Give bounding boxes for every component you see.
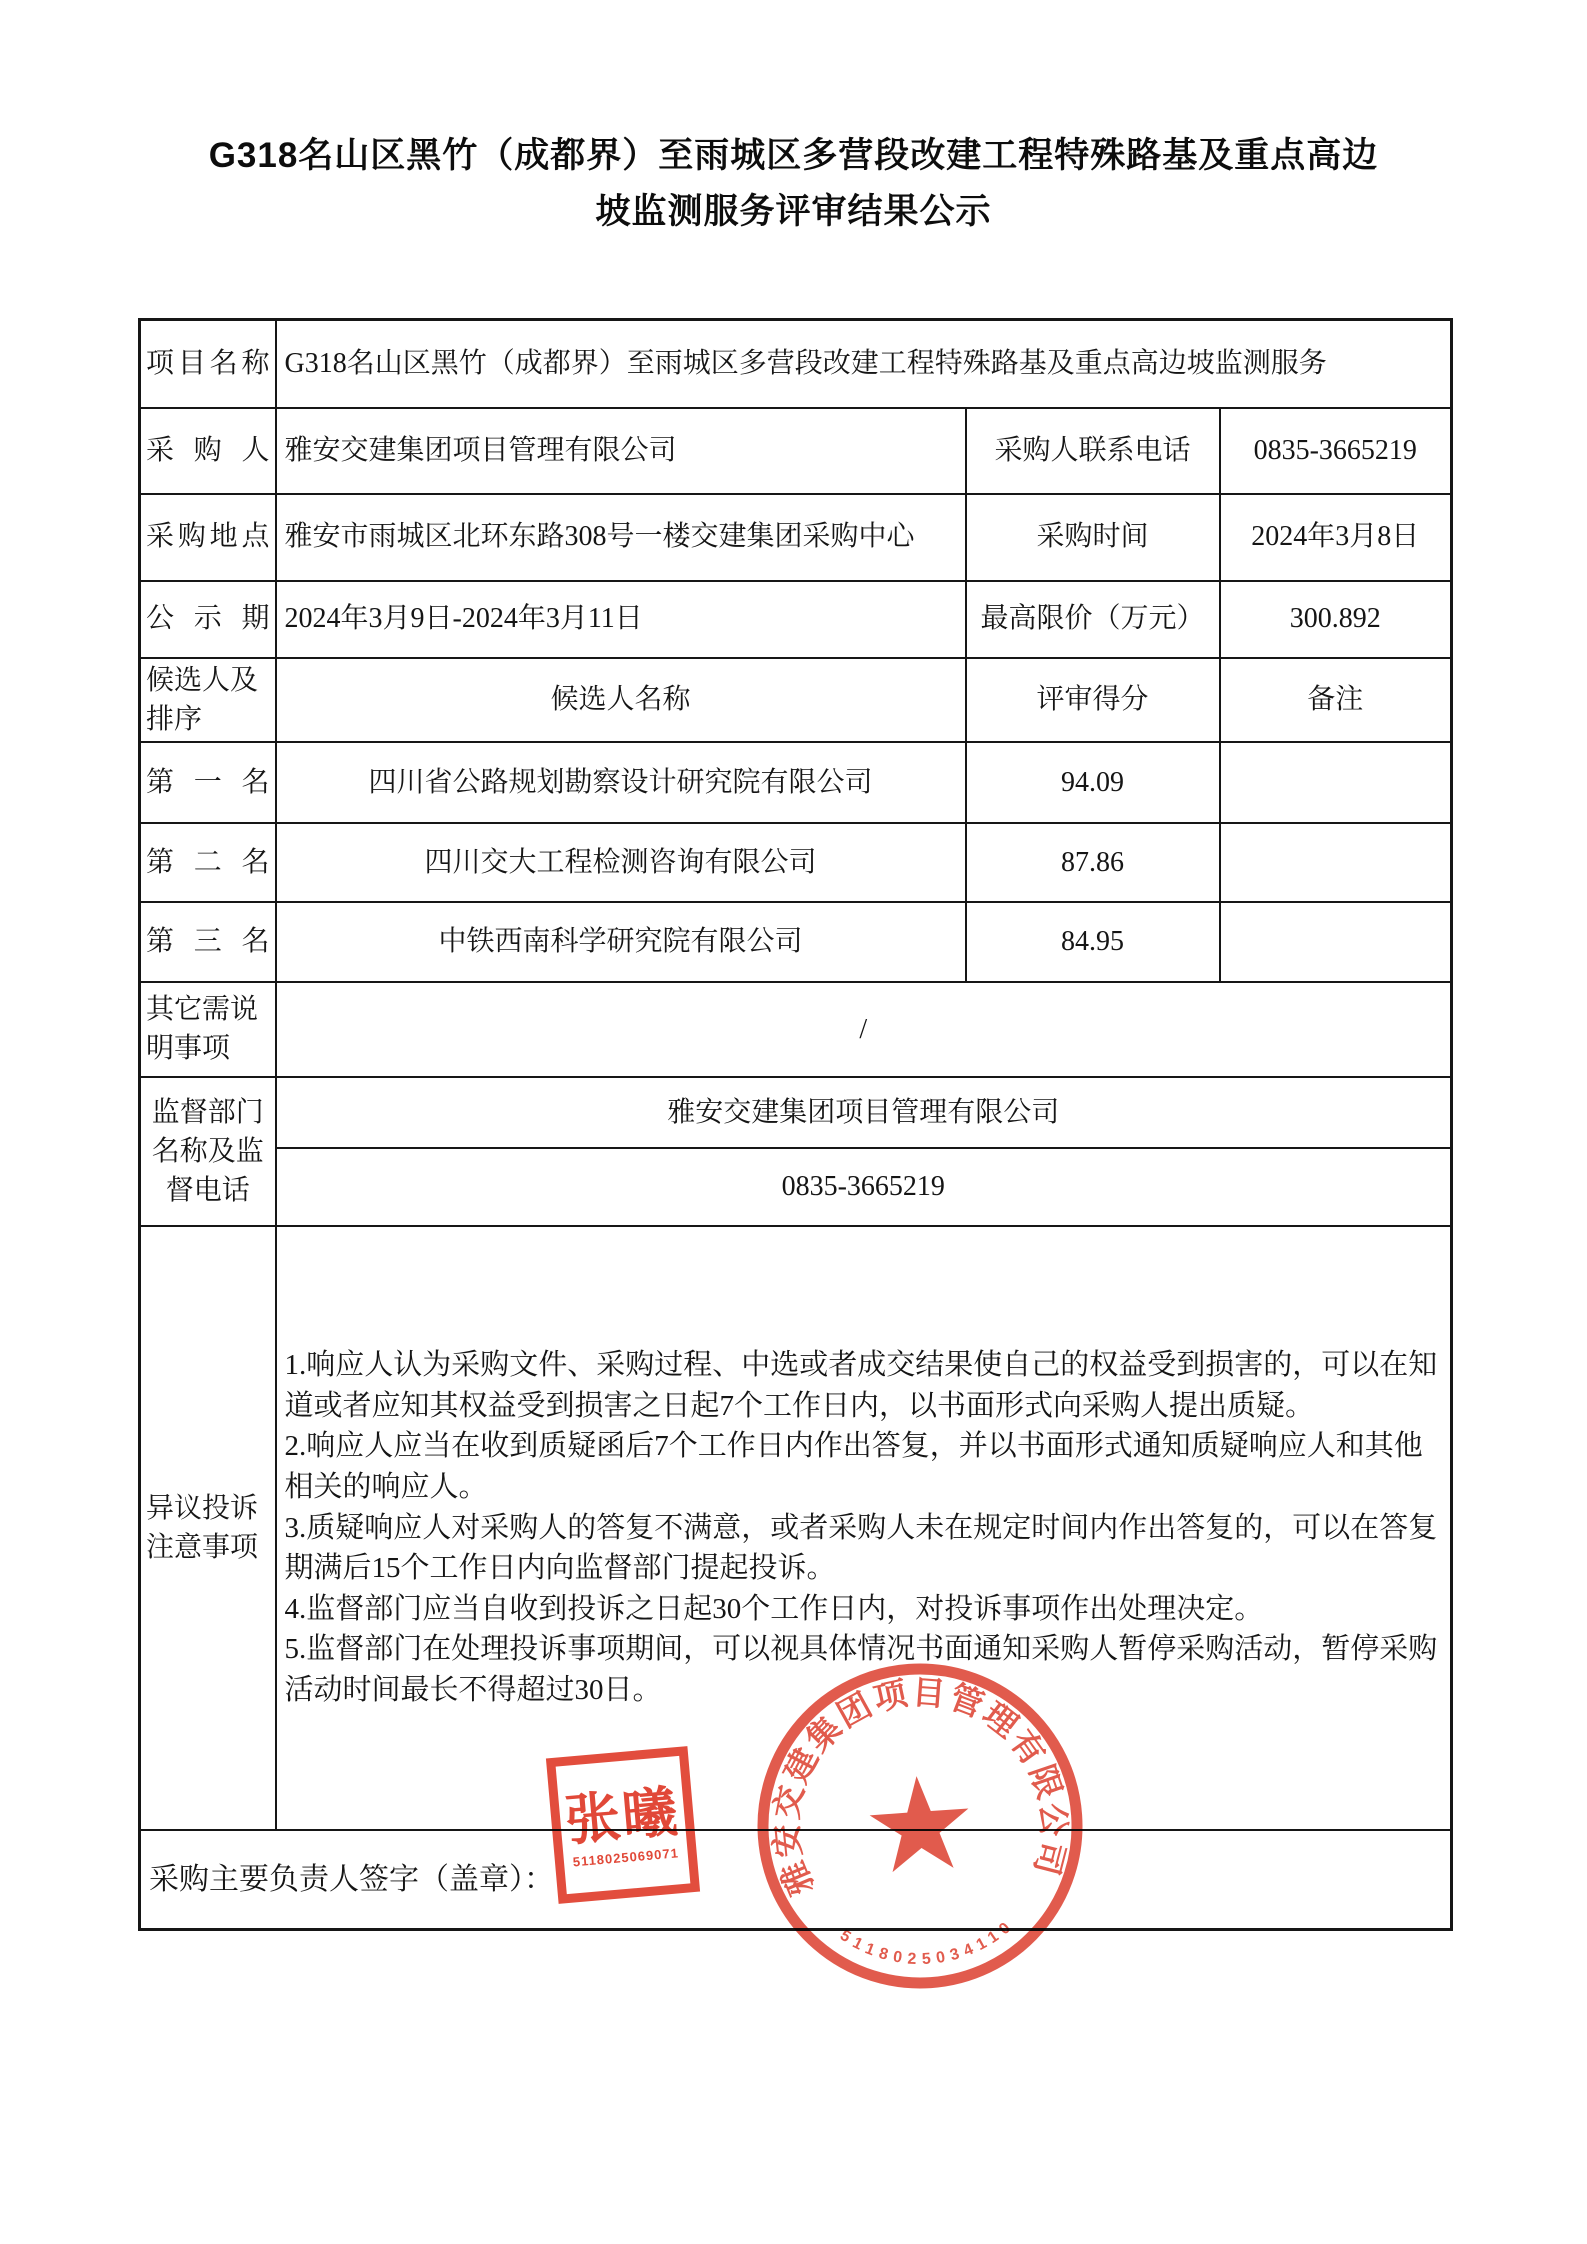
publicity-value: 2024年3月9日-2024年3月11日 (276, 581, 966, 658)
signature-label: 采购主要负责人签字（盖章）： (140, 1830, 1452, 1930)
company-seal-text: 雅安交建集团项目管理有限公司 (768, 1675, 1071, 1900)
candidate-name: 四川交大工程检测咨询有限公司 (276, 823, 966, 902)
candidates-name-header: 候选人名称 (276, 658, 966, 742)
objection-notice (276, 1226, 1452, 1830)
project-name-label: 项目名称 (140, 320, 276, 408)
personal-seal-name: 张曦 (562, 1781, 682, 1852)
row-supervision-phone (140, 1148, 1452, 1226)
time-label: 采购时间 (966, 494, 1220, 581)
objection-item-3: 3.质疑响应人对采购人的答复不满意，或者采购人未在规定时间内作出答复的，可以在答复期满后15个工作日内向监督部门提起投诉。 (284, 1511, 1438, 1585)
candidate-name: 中铁西南科学研究院有限公司 (276, 902, 966, 982)
candidates-score-header: 评审得分 (966, 658, 1220, 742)
table-row-candidate-3 (140, 902, 1452, 982)
row-other-notes (140, 982, 1452, 1077)
objection-item-4: 4.监督部门应当自收到投诉之日起30个工作日内，对投诉事项作出处理决定。 (284, 1592, 1264, 1625)
row-objection-notice (140, 1226, 1452, 1830)
document-title-line1: G318名山区黑竹（成都界）至雨城区多营段改建工程特殊路基及重点高边 (208, 136, 1379, 175)
candidate-score: 87.86 (966, 823, 1220, 902)
objection-item-2: 2.响应人应当在收到质疑函后7个工作日内作出答复，并以书面形式通知质疑响应人和其他相关的响应人。 (284, 1430, 1423, 1503)
candidate-remark (1220, 823, 1452, 902)
objection-label: 异议投诉注意事项 (140, 1226, 276, 1830)
candidate-score: 84.95 (966, 902, 1220, 982)
max-price-value: 300.892 (1220, 581, 1452, 658)
personal-seal-number: 5118025069071 (572, 1845, 680, 1870)
purchaser-phone-value: 0835-3665219 (1220, 408, 1452, 494)
location-label: 采购地点 (140, 494, 276, 581)
candidate-rank: 第三名 (140, 902, 276, 982)
table-row-candidate-1 (140, 742, 1452, 823)
candidate-rank: 第一名 (140, 742, 276, 823)
candidate-score: 94.09 (966, 742, 1220, 823)
result-table (138, 318, 1453, 1931)
objection-item-1: 1.响应人认为采购文件、采购过程、中选或者成交结果使自己的权益受到损害的，可以在知道或者应知其权益受到损害之日起7个工作日内，以书面形式向采购人提出质疑。 (284, 1349, 1438, 1422)
row-publicity (140, 581, 1452, 658)
row-purchaser (140, 408, 1452, 494)
row-signature (140, 1830, 1452, 1930)
row-candidates-header (140, 658, 1452, 742)
company-seal-number: 5118025034110 (836, 1915, 1019, 1969)
supervision-label: 监督部门名称及监督电话 (140, 1077, 276, 1226)
objection-item-5: 5.监督部门在处理投诉事项期间，可以视具体情况书面通知采购人暂停采购活动，暂停采购活动时间最长不得超过30日。 (284, 1633, 1438, 1706)
row-supervision-name (140, 1077, 1452, 1148)
document-title-line2: 坡监测服务评审结果公示 (595, 192, 992, 231)
supervision-phone-value: 0835-3665219 (276, 1148, 1452, 1226)
supervision-name-value: 雅安交建集团项目管理有限公司 (276, 1077, 1452, 1148)
row-location (140, 494, 1452, 581)
document-title (70, 128, 1517, 240)
purchaser-label: 采购人 (140, 408, 276, 494)
other-notes-label: 其它需说明事项 (140, 982, 276, 1077)
candidates-remark-header: 备注 (1220, 658, 1452, 742)
other-notes-value: / (276, 982, 1452, 1077)
purchaser-phone-label: 采购人联系电话 (966, 408, 1220, 494)
table-row-candidate-2 (140, 823, 1452, 902)
time-value: 2024年3月8日 (1220, 494, 1452, 581)
location-value: 雅安市雨城区北环东路308号一楼交建集团采购中心 (276, 494, 966, 581)
max-price-label: 最高限价（万元） (966, 581, 1220, 658)
project-name-value: G318名山区黑竹（成都界）至雨城区多营段改建工程特殊路基及重点高边坡监测服务 (276, 320, 1452, 408)
candidates-rank-header: 候选人及排序 (140, 658, 276, 742)
candidate-name: 四川省公路规划勘察设计研究院有限公司 (276, 742, 966, 823)
candidate-rank: 第二名 (140, 823, 276, 902)
purchaser-value: 雅安交建集团项目管理有限公司 (276, 408, 966, 494)
candidate-remark (1220, 902, 1452, 982)
candidate-remark (1220, 742, 1452, 823)
row-project-name (140, 320, 1452, 408)
publicity-label: 公示期 (140, 581, 276, 658)
